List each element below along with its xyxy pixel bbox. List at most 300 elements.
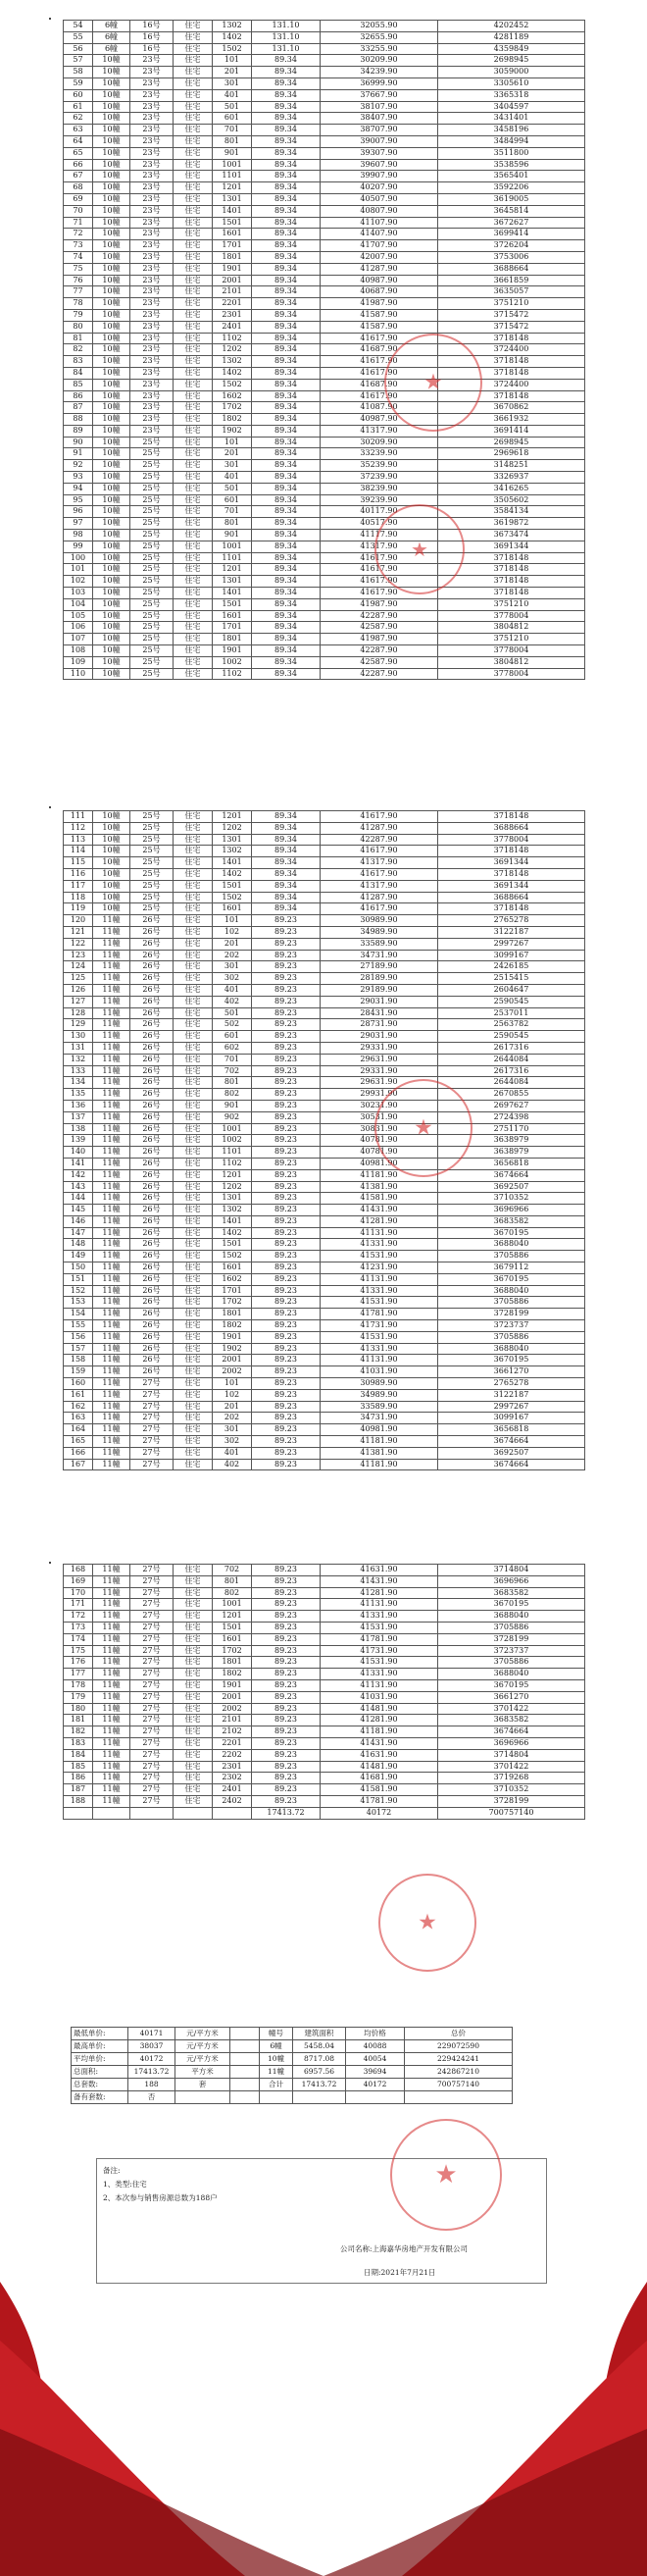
table-cell: 25号 bbox=[130, 437, 174, 448]
table-cell: 41281.90 bbox=[321, 1215, 438, 1227]
table-cell: 23号 bbox=[130, 240, 174, 252]
table-cell: 27号 bbox=[130, 1679, 174, 1691]
table-cell: 177 bbox=[64, 1669, 93, 1680]
table-cell: 89.23 bbox=[252, 1355, 321, 1366]
table-cell: 11幢 bbox=[93, 1669, 130, 1680]
table-cell: 25号 bbox=[130, 892, 174, 903]
table-cell: 1101 bbox=[213, 552, 252, 564]
table-cell: 601 bbox=[213, 494, 252, 506]
table-row bbox=[64, 229, 585, 240]
table-cell: 1802 bbox=[213, 1320, 252, 1332]
table-cell: 41617.90 bbox=[321, 333, 438, 344]
table-cell: 3710352 bbox=[438, 1784, 585, 1796]
summary-cell bbox=[175, 2091, 230, 2104]
table-cell: 4359849 bbox=[438, 43, 585, 55]
table-cell: 住宅 bbox=[174, 1459, 213, 1470]
table-cell: 89.23 bbox=[252, 1054, 321, 1065]
table-cell: 201 bbox=[213, 448, 252, 460]
table-cell: 62 bbox=[64, 113, 93, 125]
table-cell: 136 bbox=[64, 1100, 93, 1111]
table-cell: 住宅 bbox=[174, 938, 213, 950]
table-cell: 11幢 bbox=[93, 1795, 130, 1807]
table-cell: 住宅 bbox=[174, 1031, 213, 1043]
table-row bbox=[64, 437, 585, 448]
table-cell: 3688040 bbox=[438, 1285, 585, 1297]
table-cell: 住宅 bbox=[174, 1366, 213, 1378]
notes-line-2: 2、本次参与销售房源总数为188户 bbox=[103, 2193, 218, 2202]
table-cell: 89.23 bbox=[252, 1089, 321, 1101]
table-row bbox=[64, 1657, 585, 1669]
table-cell: 16号 bbox=[130, 43, 174, 55]
table-cell: 23号 bbox=[130, 217, 174, 229]
table-cell: 702 bbox=[213, 1565, 252, 1576]
table-row bbox=[64, 1413, 585, 1424]
table-cell: 23号 bbox=[130, 251, 174, 263]
table-row bbox=[64, 1007, 585, 1019]
table-cell: 27号 bbox=[130, 1715, 174, 1726]
table-cell: 住宅 bbox=[174, 1622, 213, 1633]
table-cell: 301 bbox=[213, 77, 252, 89]
notes-title: 备注: bbox=[103, 2166, 121, 2175]
table-cell: 3718148 bbox=[438, 390, 585, 402]
table-cell: 26号 bbox=[130, 1262, 174, 1274]
table-cell: 33239.90 bbox=[321, 448, 438, 460]
table-cell: 1301 bbox=[213, 576, 252, 588]
table-cell: 10幢 bbox=[93, 622, 130, 634]
table-cell: 10幢 bbox=[93, 309, 130, 321]
table-cell: 住宅 bbox=[174, 344, 213, 356]
table-cell: 11幢 bbox=[93, 1262, 130, 1274]
table-cell: 702 bbox=[213, 1065, 252, 1077]
table-cell: 97 bbox=[64, 518, 93, 530]
table-cell: 住宅 bbox=[174, 182, 213, 194]
table-row bbox=[64, 367, 585, 379]
table-cell bbox=[93, 1807, 130, 1819]
table-cell: 2698945 bbox=[438, 437, 585, 448]
table-cell: 89.23 bbox=[252, 1784, 321, 1796]
summary-cell: 最高单价: bbox=[72, 2040, 128, 2053]
table-cell: 3365318 bbox=[438, 89, 585, 101]
table-cell: 3688664 bbox=[438, 892, 585, 903]
table-row bbox=[64, 1389, 585, 1401]
table-cell: 住宅 bbox=[174, 996, 213, 1007]
table-cell: 133 bbox=[64, 1065, 93, 1077]
table-cell: 41287.90 bbox=[321, 892, 438, 903]
table-cell: 185 bbox=[64, 1761, 93, 1773]
table-cell: 23号 bbox=[130, 321, 174, 333]
table-cell: 23号 bbox=[130, 229, 174, 240]
table-cell: 10幢 bbox=[93, 275, 130, 286]
table-cell: 37667.90 bbox=[321, 89, 438, 101]
table-cell: 89.34 bbox=[252, 541, 321, 552]
table-cell: 3670195 bbox=[438, 1273, 585, 1285]
table-cell: 11幢 bbox=[93, 1703, 130, 1715]
table-cell: 1901 bbox=[213, 1331, 252, 1343]
table-cell: 201 bbox=[213, 1401, 252, 1413]
table-cell: 116 bbox=[64, 868, 93, 880]
table-cell: 11幢 bbox=[93, 973, 130, 985]
table-cell: 89.23 bbox=[252, 1273, 321, 1285]
table-row bbox=[64, 1749, 585, 1761]
table-cell: 131.10 bbox=[252, 31, 321, 43]
table-cell: 3696966 bbox=[438, 1737, 585, 1749]
table-cell: 住宅 bbox=[174, 1715, 213, 1726]
table-cell: 1901 bbox=[213, 1679, 252, 1691]
table-cell: 35239.90 bbox=[321, 460, 438, 472]
table-cell: 住宅 bbox=[174, 1587, 213, 1599]
summary-cell: 总套数: bbox=[72, 2079, 128, 2091]
table-cell: 89.23 bbox=[252, 1795, 321, 1807]
table-cell: 302 bbox=[213, 973, 252, 985]
table-row bbox=[64, 1378, 585, 1390]
table-cell: 住宅 bbox=[174, 1436, 213, 1448]
table-cell: 41381.90 bbox=[321, 1447, 438, 1459]
table-cell: 89.34 bbox=[252, 834, 321, 846]
table-cell: 95 bbox=[64, 494, 93, 506]
table-cell: 89.34 bbox=[252, 552, 321, 564]
table-cell: 41617.90 bbox=[321, 868, 438, 880]
table-cell: 89.34 bbox=[252, 77, 321, 89]
table-cell: 住宅 bbox=[174, 1599, 213, 1611]
table-cell: 27号 bbox=[130, 1622, 174, 1633]
table-cell: 112 bbox=[64, 822, 93, 834]
table-cell: 住宅 bbox=[174, 1343, 213, 1355]
summary-cell: 11幢 bbox=[260, 2066, 293, 2079]
table-cell: 135 bbox=[64, 1089, 93, 1101]
table-cell: 56 bbox=[64, 43, 93, 55]
table-cell: 27号 bbox=[130, 1389, 174, 1401]
table-cell: 120 bbox=[64, 915, 93, 927]
table-row bbox=[64, 1077, 585, 1089]
table-cell: 89.34 bbox=[252, 892, 321, 903]
table-cell bbox=[64, 1807, 93, 1819]
table-cell: 10幢 bbox=[93, 402, 130, 414]
table-cell: 89.23 bbox=[252, 1331, 321, 1343]
summary-cell: 40172 bbox=[128, 2053, 175, 2066]
table-cell: 3584134 bbox=[438, 506, 585, 518]
table-cell: 123 bbox=[64, 950, 93, 961]
table-row bbox=[64, 147, 585, 159]
table-cell: 26号 bbox=[130, 996, 174, 1007]
table-cell: 住宅 bbox=[174, 1761, 213, 1773]
table-row bbox=[64, 1622, 585, 1633]
table-cell: 33589.90 bbox=[321, 1401, 438, 1413]
table-cell: 39907.90 bbox=[321, 171, 438, 182]
table-cell: 住宅 bbox=[174, 903, 213, 915]
table-row bbox=[64, 1633, 585, 1645]
table-cell: 3484994 bbox=[438, 135, 585, 147]
table-cell: 23号 bbox=[130, 402, 174, 414]
table-cell: 23号 bbox=[130, 55, 174, 67]
table-cell: 23号 bbox=[130, 77, 174, 89]
table-cell: 159 bbox=[64, 1366, 93, 1378]
table-cell: 89.34 bbox=[252, 868, 321, 880]
table-cell: 102 bbox=[213, 926, 252, 938]
table-cell: 11幢 bbox=[93, 1378, 130, 1390]
table-cell: 1402 bbox=[213, 868, 252, 880]
summary-cell bbox=[230, 2091, 260, 2104]
table-cell: 3688040 bbox=[438, 1669, 585, 1680]
table-cell: 3710352 bbox=[438, 1193, 585, 1205]
table-cell: 11幢 bbox=[93, 1715, 130, 1726]
table-cell: 住宅 bbox=[174, 564, 213, 576]
table-cell: 10幢 bbox=[93, 892, 130, 903]
table-cell: 住宅 bbox=[174, 1401, 213, 1413]
table-cell: 89.23 bbox=[252, 1181, 321, 1193]
table-cell: 901 bbox=[213, 530, 252, 541]
table-cell: 住宅 bbox=[174, 77, 213, 89]
table-cell: 10幢 bbox=[93, 448, 130, 460]
table-cell: 29631.90 bbox=[321, 1054, 438, 1065]
table-row bbox=[64, 530, 585, 541]
table-cell: 3696966 bbox=[438, 1575, 585, 1587]
table-cell: 住宅 bbox=[174, 67, 213, 78]
summary-cell: 40088 bbox=[346, 2040, 405, 2053]
table-row bbox=[64, 1599, 585, 1611]
table-cell: 11幢 bbox=[93, 1784, 130, 1796]
table-cell: 10幢 bbox=[93, 390, 130, 402]
table-cell: 27号 bbox=[130, 1575, 174, 1587]
table-cell: 住宅 bbox=[174, 135, 213, 147]
table-cell: 76 bbox=[64, 275, 93, 286]
table-cell: 1001 bbox=[213, 1599, 252, 1611]
table-cell: 89.23 bbox=[252, 1691, 321, 1703]
table-cell: 11幢 bbox=[93, 961, 130, 973]
table-cell: 73 bbox=[64, 240, 93, 252]
table-cell: 158 bbox=[64, 1355, 93, 1366]
table-cell: 3688040 bbox=[438, 1343, 585, 1355]
table-cell: 住宅 bbox=[174, 1413, 213, 1424]
table-cell: 住宅 bbox=[174, 915, 213, 927]
table-cell: 94 bbox=[64, 483, 93, 494]
table-cell: 25号 bbox=[130, 552, 174, 564]
table-cell: 89.23 bbox=[252, 1031, 321, 1043]
table-cell: 住宅 bbox=[174, 1215, 213, 1227]
table-cell: 30209.90 bbox=[321, 437, 438, 448]
table-cell: 25号 bbox=[130, 448, 174, 460]
table-cell: 41031.90 bbox=[321, 1366, 438, 1378]
table-cell: 202 bbox=[213, 1413, 252, 1424]
table-cell: 1102 bbox=[213, 333, 252, 344]
table-cell: 25号 bbox=[130, 868, 174, 880]
table-cell: 住宅 bbox=[174, 113, 213, 125]
table-cell: 住宅 bbox=[174, 379, 213, 390]
table-cell: 101 bbox=[64, 564, 93, 576]
table-cell: 89.34 bbox=[252, 610, 321, 622]
table-cell: 41381.90 bbox=[321, 1181, 438, 1193]
table-cell: 89.23 bbox=[252, 1715, 321, 1726]
table-cell: 10幢 bbox=[93, 101, 130, 113]
table-row bbox=[64, 182, 585, 194]
table-cell: 1801 bbox=[213, 1309, 252, 1320]
table-cell: 187 bbox=[64, 1784, 93, 1796]
table-cell: 2765278 bbox=[438, 1378, 585, 1390]
table-cell: 3638979 bbox=[438, 1147, 585, 1159]
table-row bbox=[64, 333, 585, 344]
table-cell: 71 bbox=[64, 217, 93, 229]
unit-price-table bbox=[63, 810, 585, 1470]
table-cell: 41317.90 bbox=[321, 880, 438, 892]
table-cell: 23号 bbox=[130, 101, 174, 113]
summary-cell: 套 bbox=[175, 2079, 230, 2091]
table-cell: 住宅 bbox=[174, 950, 213, 961]
table-cell: 住宅 bbox=[174, 1565, 213, 1576]
table-cell: 67 bbox=[64, 171, 93, 182]
table-cell: 3724400 bbox=[438, 379, 585, 390]
table-cell: 26号 bbox=[130, 984, 174, 996]
total-unit-price: 40172 bbox=[321, 1807, 438, 1819]
table-cell: 29331.90 bbox=[321, 1042, 438, 1054]
table-cell: 1601 bbox=[213, 903, 252, 915]
table-row bbox=[64, 1459, 585, 1470]
table-cell: 125 bbox=[64, 973, 93, 985]
table-cell: 26号 bbox=[130, 1193, 174, 1205]
page-marker bbox=[49, 806, 51, 808]
table-cell: 28731.90 bbox=[321, 1019, 438, 1031]
table-cell: 30231.90 bbox=[321, 1100, 438, 1111]
table-cell: 72 bbox=[64, 229, 93, 240]
table-cell: 10幢 bbox=[93, 437, 130, 448]
table-cell: 11幢 bbox=[93, 1599, 130, 1611]
table-cell: 1802 bbox=[213, 414, 252, 426]
table-row bbox=[64, 1795, 585, 1807]
summary-cell bbox=[260, 2091, 293, 2104]
table-cell: 41531.90 bbox=[321, 1297, 438, 1309]
table-cell: 110 bbox=[64, 668, 93, 680]
table-cell: 住宅 bbox=[174, 1065, 213, 1077]
table-row bbox=[64, 1019, 585, 1031]
table-cell: 住宅 bbox=[174, 598, 213, 610]
table-cell: 2617316 bbox=[438, 1042, 585, 1054]
table-cell: 41317.90 bbox=[321, 541, 438, 552]
table-cell: 23号 bbox=[130, 135, 174, 147]
table-cell: 601 bbox=[213, 113, 252, 125]
table-cell: 住宅 bbox=[174, 1123, 213, 1135]
table-cell: 23号 bbox=[130, 298, 174, 310]
table-cell: 27号 bbox=[130, 1633, 174, 1645]
table-cell: 89.23 bbox=[252, 1645, 321, 1657]
table-cell: 3719268 bbox=[438, 1773, 585, 1784]
table-row bbox=[64, 101, 585, 113]
table-cell: 41781.90 bbox=[321, 1795, 438, 1807]
table-cell: 4281189 bbox=[438, 31, 585, 43]
table-cell: 172 bbox=[64, 1611, 93, 1623]
table-row bbox=[64, 298, 585, 310]
table-row bbox=[64, 414, 585, 426]
table-cell: 10幢 bbox=[93, 846, 130, 857]
table-cell: 25号 bbox=[130, 645, 174, 657]
table-cell: 41617.90 bbox=[321, 390, 438, 402]
table-cell: 301 bbox=[213, 460, 252, 472]
table-cell: 10幢 bbox=[93, 240, 130, 252]
table-cell: 39007.90 bbox=[321, 135, 438, 147]
table-cell: 89.23 bbox=[252, 1111, 321, 1123]
table-cell: 27号 bbox=[130, 1795, 174, 1807]
table-cell: 40987.90 bbox=[321, 414, 438, 426]
table-cell: 29031.90 bbox=[321, 1031, 438, 1043]
table-cell: 168 bbox=[64, 1565, 93, 1576]
table-cell: 10幢 bbox=[93, 610, 130, 622]
table-cell: 2002 bbox=[213, 1703, 252, 1715]
table-cell: 27号 bbox=[130, 1599, 174, 1611]
table-cell: 住宅 bbox=[174, 1158, 213, 1169]
table-cell: 1901 bbox=[213, 263, 252, 275]
table-row bbox=[64, 598, 585, 610]
table-cell: 1602 bbox=[213, 390, 252, 402]
table-cell: 89.34 bbox=[252, 263, 321, 275]
table-cell: 25号 bbox=[130, 656, 174, 668]
table-cell: 住宅 bbox=[174, 668, 213, 680]
table-cell: 88 bbox=[64, 414, 93, 426]
summary-cell: 建筑面积 bbox=[293, 2028, 346, 2040]
table-row bbox=[64, 344, 585, 356]
table-cell: 89.34 bbox=[252, 880, 321, 892]
table-cell: 1401 bbox=[213, 1215, 252, 1227]
table-row bbox=[64, 275, 585, 286]
table-cell: 501 bbox=[213, 483, 252, 494]
table-cell: 82 bbox=[64, 344, 93, 356]
table-row bbox=[64, 77, 585, 89]
table-row bbox=[64, 610, 585, 622]
table-cell: 89.23 bbox=[252, 1413, 321, 1424]
table-cell: 150 bbox=[64, 1262, 93, 1274]
table-cell: 25号 bbox=[130, 483, 174, 494]
table-cell: 住宅 bbox=[174, 1611, 213, 1623]
table-cell: 3683582 bbox=[438, 1587, 585, 1599]
table-cell: 6幢 bbox=[93, 43, 130, 55]
table-cell: 402 bbox=[213, 996, 252, 1007]
table-cell: 179 bbox=[64, 1691, 93, 1703]
table-cell: 1301 bbox=[213, 193, 252, 205]
table-cell: 3404597 bbox=[438, 101, 585, 113]
table-cell: 27号 bbox=[130, 1378, 174, 1390]
table-cell: 161 bbox=[64, 1389, 93, 1401]
summary-cell bbox=[405, 2091, 513, 2104]
table-cell: 1001 bbox=[213, 159, 252, 171]
table-cell: 10幢 bbox=[93, 217, 130, 229]
table-cell: 3565401 bbox=[438, 171, 585, 182]
table-cell: 10幢 bbox=[93, 333, 130, 344]
table-row bbox=[64, 868, 585, 880]
table-cell: 3728199 bbox=[438, 1633, 585, 1645]
table-cell: 26号 bbox=[130, 1007, 174, 1019]
table-cell: 39307.90 bbox=[321, 147, 438, 159]
table-cell: 23号 bbox=[130, 356, 174, 368]
table-cell: 1501 bbox=[213, 880, 252, 892]
table-cell: 3661859 bbox=[438, 275, 585, 286]
table-cell: 89.34 bbox=[252, 275, 321, 286]
table-cell: 25号 bbox=[130, 857, 174, 869]
table-cell: 10幢 bbox=[93, 205, 130, 217]
table-cell: 174 bbox=[64, 1633, 93, 1645]
table-cell: 89.34 bbox=[252, 598, 321, 610]
table-cell: 38239.90 bbox=[321, 483, 438, 494]
table-cell: 住宅 bbox=[174, 217, 213, 229]
table-cell: 27号 bbox=[130, 1669, 174, 1680]
table-cell: 住宅 bbox=[174, 961, 213, 973]
table-cell: 89.23 bbox=[252, 1669, 321, 1680]
table-cell: 42007.90 bbox=[321, 251, 438, 263]
table-cell: 10幢 bbox=[93, 576, 130, 588]
table-cell: 100 bbox=[64, 552, 93, 564]
table-cell: 3718148 bbox=[438, 333, 585, 344]
table-cell: 33589.90 bbox=[321, 938, 438, 950]
table-cell: 住宅 bbox=[174, 868, 213, 880]
table-cell: 80 bbox=[64, 321, 93, 333]
table-cell: 2301 bbox=[213, 309, 252, 321]
table-cell: 132 bbox=[64, 1054, 93, 1065]
table-row bbox=[64, 1401, 585, 1413]
